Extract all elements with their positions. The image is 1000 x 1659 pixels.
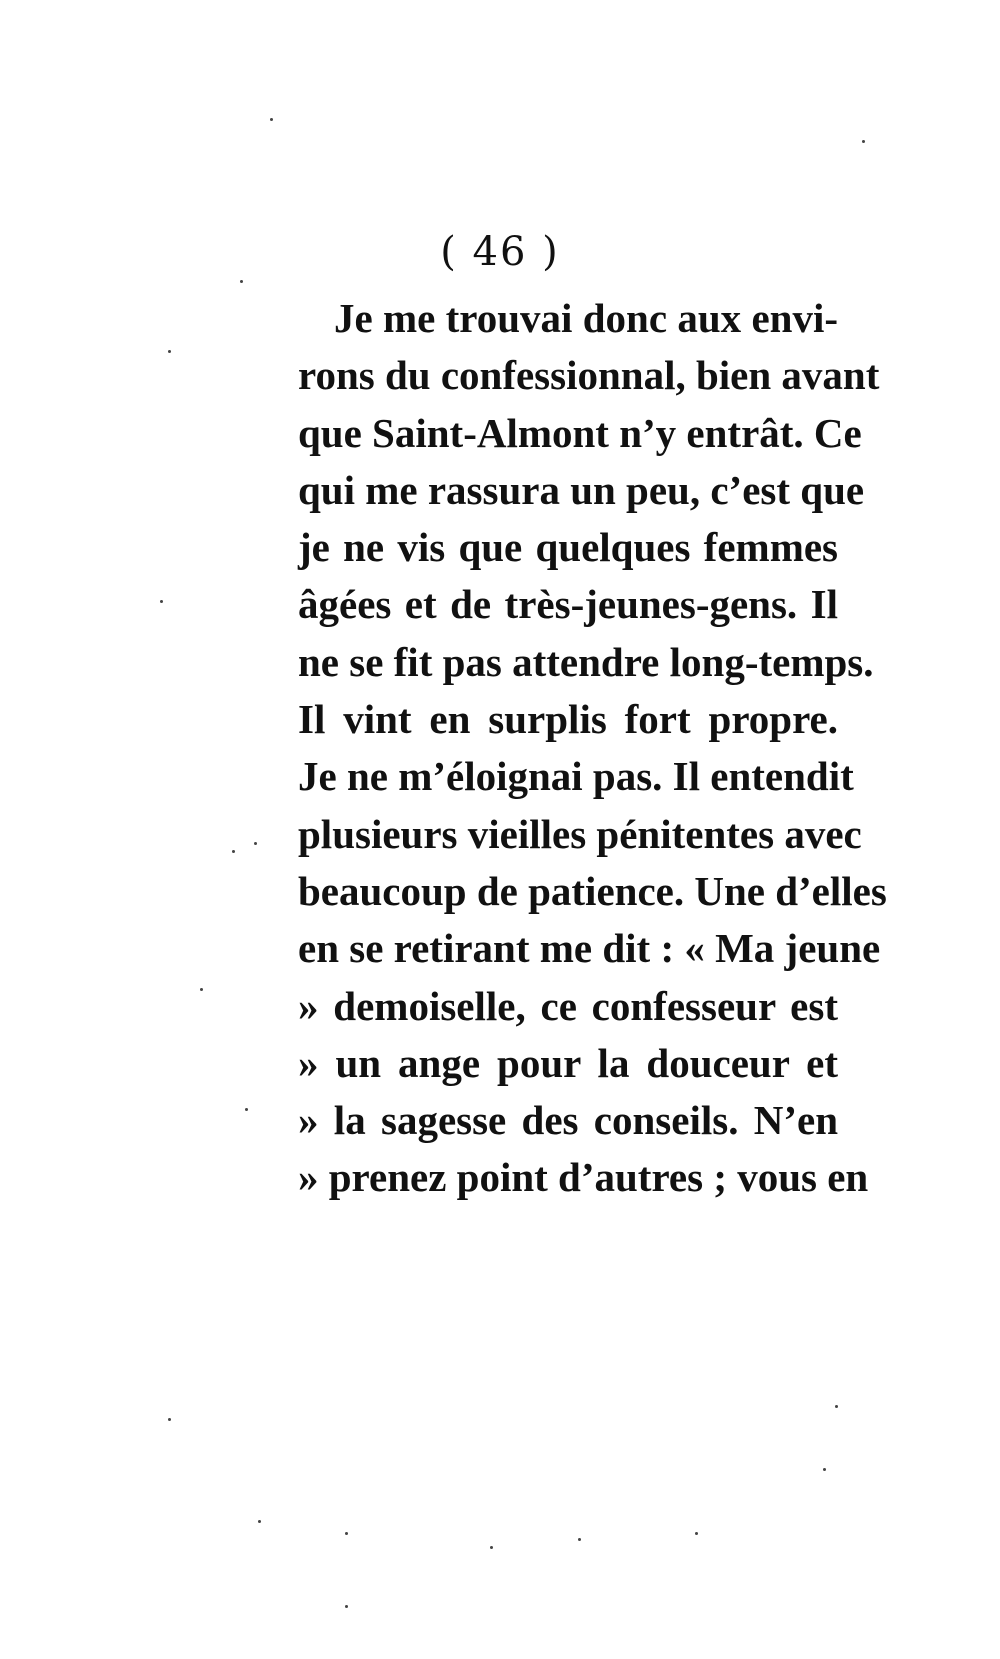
paper-speck — [835, 1405, 838, 1408]
paper-speck — [490, 1546, 493, 1549]
text-line: beaucoup de patience. Une d’elles — [298, 867, 887, 914]
text-line: âgées et de très-jeunes-gens. Il — [298, 581, 838, 628]
text-line: plusieurs vieilles pénitentes avec — [298, 810, 862, 857]
paper-speck — [200, 988, 203, 991]
paper-speck — [254, 842, 257, 845]
paper-speck — [168, 1418, 171, 1421]
paper-speck — [240, 280, 243, 283]
paper-speck — [578, 1538, 581, 1541]
text-line: je ne vis que quelques femmes — [298, 524, 838, 571]
paper-speck — [862, 140, 865, 143]
paper-speck — [695, 1532, 698, 1535]
text-line: en se retirant me dit : « Ma jeune — [298, 925, 881, 972]
text-line: » un ange pour la douceur et — [298, 1039, 838, 1086]
paper-speck — [245, 1108, 248, 1111]
text-line: » prenez point d’autres ; vous en — [298, 1154, 869, 1201]
text-line: Je me trouvai donc aux envi- — [334, 295, 838, 341]
text-line: » demoiselle, ce confesseur est — [298, 982, 838, 1029]
paper-speck — [270, 118, 273, 121]
paper-speck — [232, 850, 235, 853]
text-line: » la sagesse des conseils. N’en — [298, 1097, 838, 1144]
paper-speck — [823, 1468, 826, 1471]
text-line: Je ne m’éloignai pas. Il entendit — [298, 753, 854, 800]
paper-speck — [258, 1520, 261, 1523]
page-number: ( 46 ) — [440, 229, 560, 275]
text-line: Il vint en surplis fort propre. — [298, 696, 838, 743]
paper-speck — [345, 1532, 348, 1535]
paper-speck — [168, 350, 171, 353]
paper-speck — [160, 600, 163, 603]
text-line: rons du confessionnal, bien avant — [298, 352, 880, 399]
body-text — [298, 290, 887, 1207]
paper-speck — [345, 1605, 348, 1608]
text-line: que Saint-Almont n’y entrât. Ce — [298, 409, 862, 456]
text-line: qui me rassura un peu, c’est que — [298, 466, 865, 513]
text-line: ne se fit pas attendre long-temps. — [298, 638, 874, 685]
